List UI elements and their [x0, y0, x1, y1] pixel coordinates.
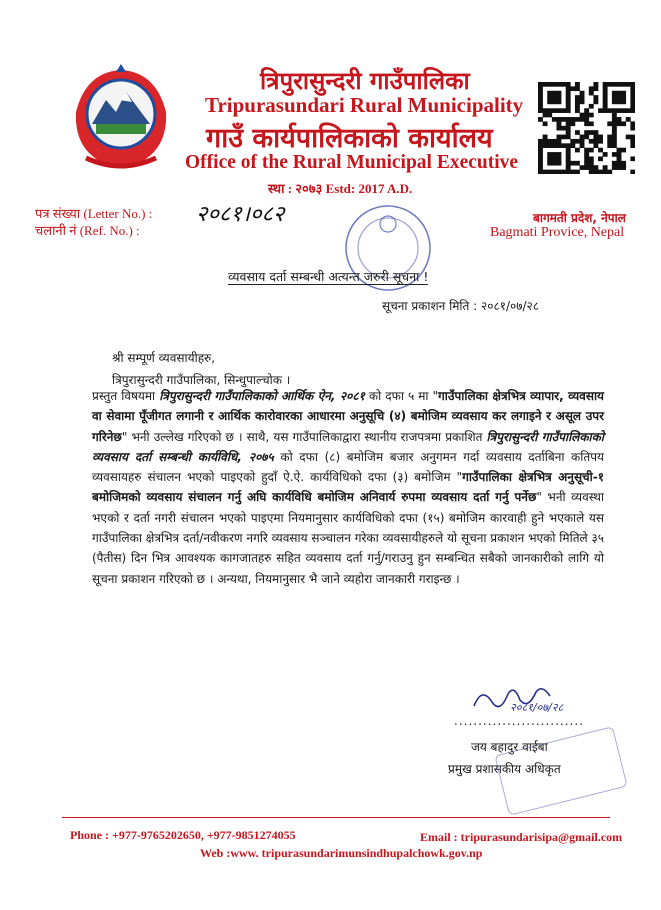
municipality-name-english: Tripurasundari Rural Municipality — [205, 93, 524, 117]
footer-divider — [62, 817, 610, 818]
notice-body: प्रस्तुत विषयमा त्रिपुरासुन्दरी गाउँपालिकाको आर्थिक ऐन, २०८१ को दफा ५ मा "गाउँपालिका क्षेत्रभित्र व्यापार, व्यवसाय वा सेवामा पूँजीगत लगानी र आर्थिक कारोवारका आधारमा अनुसूचि (४) बमोजिम व्यवसाय कर लगाइने र असूल उपर गरिनेछ" भनी उल्लेख गरिएको छ । साथै, यस गाउँपालिकाद्वारा स्थानीय राजपत्रमा प्रकाशित त्रिपुरासुन्दरी गाउँपालिकाको व्यवसाय दर्ता सम्बन्धी कार्यविधि, २०७५ को दफा (८) बमोजिम बजार अनुगमन गर्दा व्यवसाय दर्ताबिना कतिपय व्यवसायहरु संचालन भएको पाइएको हुदाँ ऐ.ऐ. कार्यविधिको दफा (३) बमोजिम "गाउँपालिका क्षेत्रभित्र अनुसूची-१ बमोजिमको व्यवसाय संचालन गर्नु अघि कार्यविधि बमोजिम अनिवार्य रुपमा व्यवसाय दर्ता गर्नु पर्नेछ" भनी व्यवस्था भएको र दर्ता नगरी संचालन भएको पाइएमा नियमानुसार कार्यविधिको दफा (१५) बमोजिम कारवाही हुने भएकाले यस गाउँपालिका क्षेत्रभित्र दर्ता/नवीकरण नगरि व्यवसाय सञ्चालन गरेका व्यवसायीहरुले यो सूचना प्रकाशन भएको मितिले ३५ (पैतीस) दिन भित्र आवश्यक कागजातहरु सहित व्यवसाय दर्ता गर्नु/गराउनु हुन सम्बन्धित सबैको जानकारीको लागि यो सूचना प्रकाशन गरिएको छ । अन्यथा, नियमानुसार भै जाने व्यहोरा जानकारी गराइन्छ । — [92, 389, 605, 586]
addressee-line-2: त्रिपुरासुन्दरी गाउँपालिका, सिन्धुपाल्चोक । — [112, 373, 291, 387]
footer-web: Web :www. tripurasundarimunsindhupalchowk.gov.np — [200, 846, 483, 860]
letter-no-value: २०८१।०८२ — [196, 202, 285, 227]
office-name-nepali: गाउँ कार्यपालिकाको कार्यालय — [206, 123, 493, 154]
province-english: Bagmati Provice, Nepal — [490, 225, 625, 240]
footer-email: Email : tripurasundarisipa@gmail.com — [420, 830, 623, 844]
office-name-english: Office of the Rural Municipal Executive — [185, 152, 519, 173]
province-nepali: बागमती प्रदेश, नेपाल — [533, 211, 626, 225]
municipality-name-nepali: त्रिपुरासुन्दरी गाउँपालिका — [260, 67, 470, 95]
ref-no-label: चलानी नं (Ref. No.) : — [35, 223, 140, 238]
signature-date: २०८१/०७/२८ — [510, 701, 564, 714]
addressee-line-1: श्री सम्पूर्ण व्यवसायीहरु, — [112, 351, 216, 365]
signatory-title: प्रमुख प्रशासकीय अधिकृत — [448, 762, 561, 776]
signature-dots: ........................... — [454, 714, 584, 728]
established-date: स्था : २०७३ Estd: 2017 A.D. — [268, 181, 413, 196]
letter-no-label: पत्र संख्या (Letter No.) : — [35, 206, 153, 221]
signatory-name: जय बहादुर वाईबा — [471, 740, 548, 754]
published-date: सूचना प्रकाशन मिति : २०८१/०७/२८ — [382, 299, 540, 313]
notice-subject: व्यवसाय दर्ता सम्बन्धी अत्यन्त जरुरी सूचना ! — [228, 269, 429, 284]
municipality-emblem — [66, 62, 176, 170]
qr-code — [538, 82, 635, 174]
footer-phone: Phone : +977-9765202650, +977-9851274055 — [70, 828, 296, 842]
